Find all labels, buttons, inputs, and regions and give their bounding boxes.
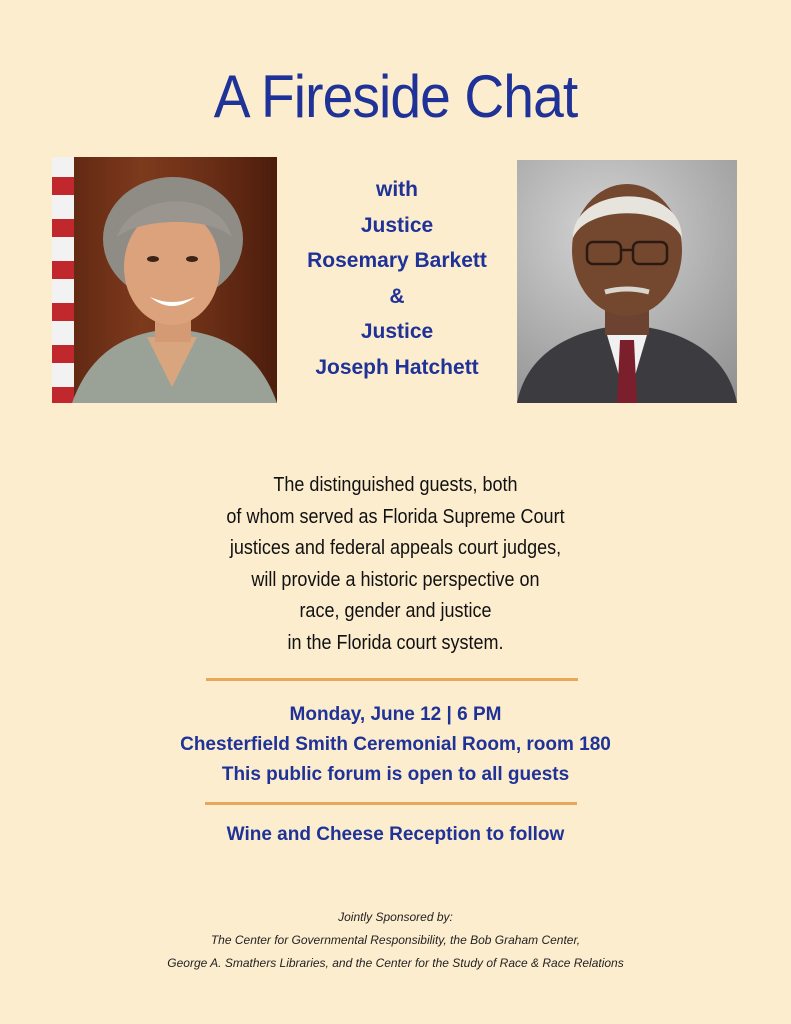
sponsors-line-2: George A. Smathers Libraries, and the Center for the Study of Race & Race Relations [167,956,624,970]
sponsors-heading: Jointly Sponsored by: [338,910,453,924]
event-location: Chesterfield Smith Ceremonial Room, room 180 [180,734,611,755]
event-details [0,700,791,790]
portrait-rosemary-barkett [52,157,277,403]
description-line: The distinguished guests, both [273,474,518,496]
divider-bottom [205,802,577,805]
event-access: This public forum is open to all guests [221,764,570,785]
description-line: in the Florida court system. [287,631,504,654]
guest-with: with [376,178,418,201]
event-date-time: Monday, June 12 | 6 PM [289,704,502,725]
guest-names [277,172,517,385]
reception-note: Wine and Cheese Reception to follow [226,824,565,845]
description-line: of whom served as Florida Supreme Court [226,505,565,528]
divider-top [206,678,578,681]
sponsors-block [0,906,791,975]
description-line: race, gender and justice [299,600,492,622]
guest-title-2: Justice [360,320,434,343]
event-description [202,470,590,659]
sponsors-line-1: The Center for Governmental Responsibility, the Bob Graham Center, [210,933,581,947]
description-line: will provide a historic perspective on [251,568,540,591]
guest-name-2: Joseph Hatchett [315,355,479,379]
guest-name-1: Rosemary Barkett [307,249,487,272]
guest-ampersand: & [389,284,405,308]
portrait-joseph-hatchett [517,160,737,403]
description-line: justices and federal appeals court judges, [229,537,562,559]
guest-title-1: Justice [360,213,434,237]
page-title: A Fireside Chat [213,63,578,130]
